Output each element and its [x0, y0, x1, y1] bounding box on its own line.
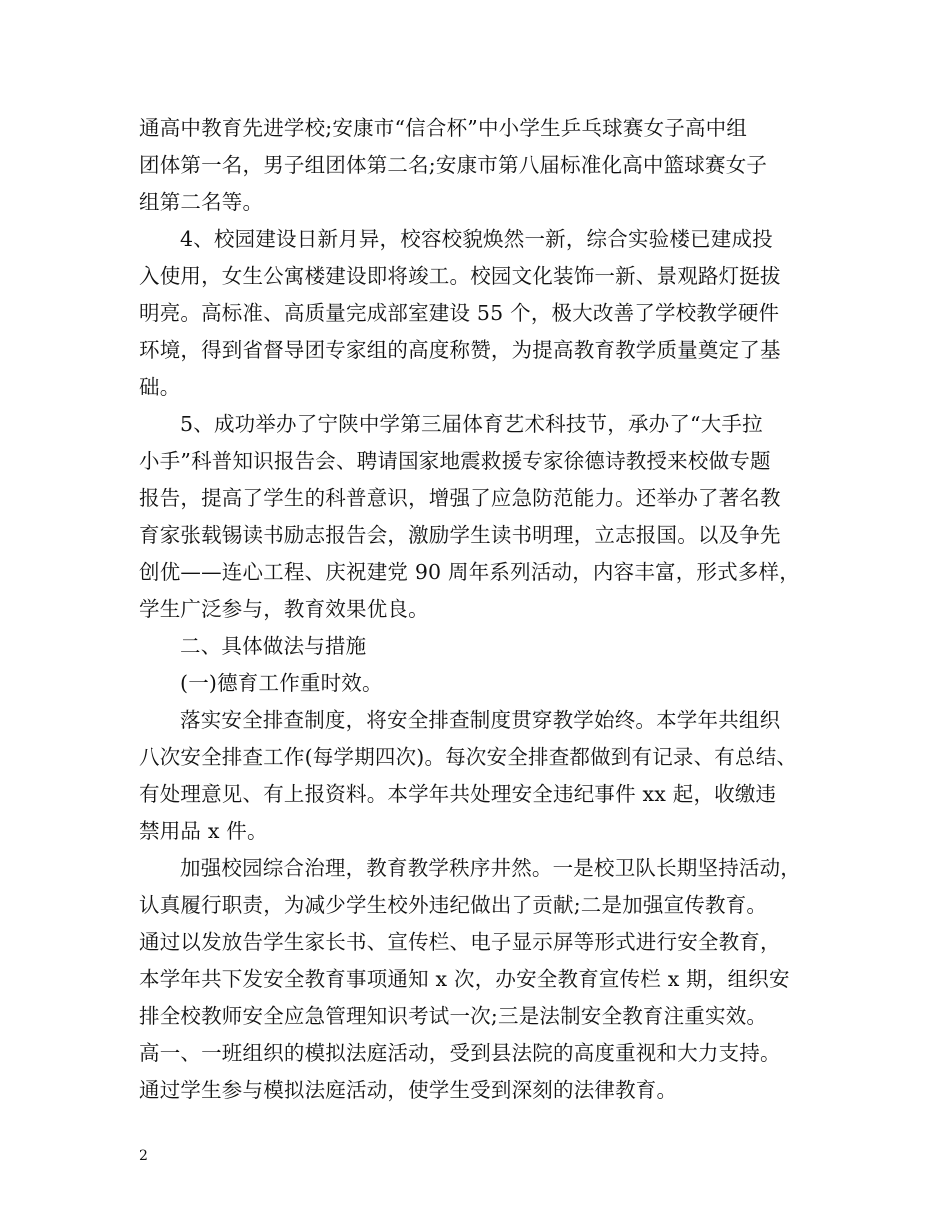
- text-line: 创优——连心工程、庆祝建党 90 周年系列活动，内容丰富，形式多样，: [139, 560, 800, 584]
- text-line: 明亮。高标准、高质量完成部室建设 55 个，极大改善了学校教学硬件: [139, 301, 780, 325]
- text-line: 报告，提高了学生的科普意识，增强了应急防范能力。还举办了著名教: [139, 486, 781, 510]
- text-line: 排全校教师安全应急管理知识考试一次;三是法制安全教育注重实效。: [139, 1004, 768, 1028]
- text-line: 禁用品 x 件。: [139, 819, 268, 843]
- text-line: 本学年共下发安全教育事项通知 x 次，办安全教育宣传栏 x 期，组织安: [139, 967, 790, 991]
- page-number: 2: [139, 1148, 148, 1164]
- text-line: 高一、一班组织的模拟法庭活动，受到县法院的高度重视和大力支持。: [139, 1041, 781, 1065]
- paragraph-start-line: 4、校园建设日新月异，校容校貌焕然一新，综合实验楼已建成投: [180, 227, 773, 251]
- text-line: 组第二名等。: [139, 190, 264, 214]
- text-line: 通过以发放告学生家长书、宣传栏、电子显示屏等形式进行安全教育，: [139, 930, 781, 954]
- text-line: 有处理意见、有上报资料。本学年共处理安全违纪事件 xx 起，收缴违: [139, 782, 777, 806]
- text-line: 认真履行职责，为减少学生校外违纪做出了贡献;二是加强宣传教育。: [139, 893, 768, 917]
- paragraph-start-line: 加强校园综合治理，教育教学秩序井然。一是校卫队长期坚持活动，: [180, 856, 801, 880]
- text-line: 团体第一名，男子组团体第二名;安康市第八届标准化高中篮球赛女子: [139, 153, 768, 177]
- text-line: 学生广泛参与，教育效果优良。: [139, 597, 429, 621]
- text-line: 通过学生参与模拟法庭活动，使学生受到深刻的法律教育。: [139, 1078, 678, 1102]
- text-line: 小手”科普知识报告会、聘请国家地震救援专家徐德诗教授来校做专题: [139, 449, 771, 473]
- text-line: 环境，得到省督导团专家组的高度称赞，为提高教育教学质量奠定了基: [139, 338, 781, 362]
- subsection-heading: (一)德育工作重时效。: [180, 671, 383, 695]
- document-body: [139, 110, 839, 1109]
- section-heading: 二、具体做法与措施: [180, 634, 367, 658]
- text-line: 础。: [139, 375, 181, 399]
- paragraph-start-line: 落实安全排查制度，将安全排查制度贯穿教学始终。本学年共组织: [180, 708, 781, 732]
- text-line: 入使用，女生公寓楼建设即将竣工。校园文化装饰一新、景观路灯挺拔: [139, 264, 781, 288]
- text-line: 通高中教育先进学校;安康市“信合杯”中小学生乒乓球赛女子高中组: [139, 116, 748, 140]
- text-line: 育家张载锡读书励志报告会，激励学生读书明理，立志报国。以及争先: [139, 523, 781, 547]
- text-line: 八次安全排查工作(每学期四次)。每次安全排查都做到有记录、有总结、: [139, 745, 798, 769]
- paragraph-start-line: 5、成功举办了宁陕中学第三届体育艺术科技节，承办了“大手拉: [180, 412, 763, 436]
